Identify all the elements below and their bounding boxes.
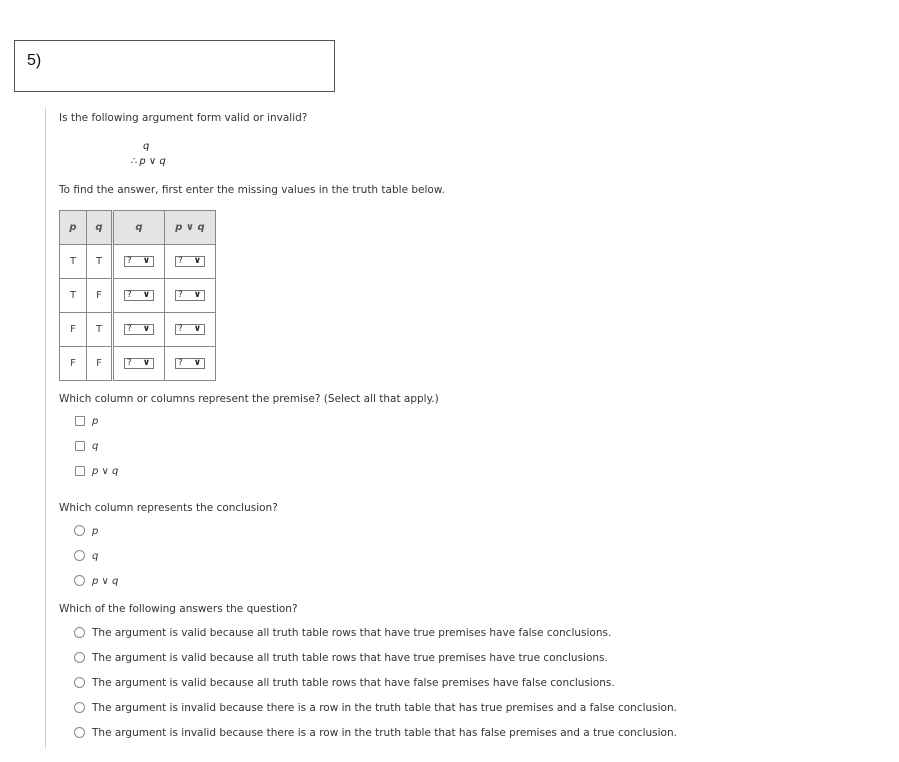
conclusion-radio-p[interactable] bbox=[74, 525, 85, 536]
answer-question-prompt: Which of the following answers the question? bbox=[59, 603, 298, 615]
premise-checkbox-p-or-q[interactable] bbox=[75, 466, 85, 476]
cell-p: F bbox=[60, 313, 87, 347]
premise-option-label: p bbox=[92, 416, 99, 427]
table-row bbox=[60, 313, 216, 347]
table-row bbox=[60, 279, 216, 313]
header-p-or-q: p ∨ q bbox=[165, 211, 216, 245]
chevron-down-icon: ∨ bbox=[142, 323, 150, 334]
conclusion-question-prompt: Which column represents the conclusion? bbox=[59, 502, 278, 514]
select-value: ? bbox=[178, 255, 183, 266]
select-value: ? bbox=[127, 323, 132, 334]
table-row bbox=[60, 245, 216, 279]
select-value: ? bbox=[127, 357, 132, 368]
p-or-q-value-select[interactable] bbox=[175, 358, 205, 369]
argument-premise: q bbox=[143, 141, 150, 152]
answer-option-label: The argument is valid because all truth table rows that have true premises have true conclusions. bbox=[92, 652, 608, 664]
q-value-select[interactable] bbox=[124, 324, 154, 335]
chevron-down-icon: ∨ bbox=[193, 323, 201, 334]
answer-radio-5[interactable] bbox=[74, 727, 85, 738]
p-or-q-value-select[interactable] bbox=[175, 324, 205, 335]
question-left-rule bbox=[45, 108, 46, 748]
select-value: ? bbox=[127, 255, 132, 266]
answer-radio-2[interactable] bbox=[74, 652, 85, 663]
premise-checkbox-p[interactable] bbox=[75, 416, 85, 426]
question-number-box bbox=[14, 40, 335, 92]
conclusion-option-label: q bbox=[92, 551, 99, 562]
header-p: p bbox=[60, 211, 87, 245]
answer-option-label: The argument is valid because all truth table rows that have false premises have false conclusions. bbox=[92, 677, 615, 689]
cell-p: T bbox=[60, 245, 87, 279]
answer-option-label: The argument is invalid because there is a row in the truth table that has false premises and a true conclusion. bbox=[92, 727, 677, 739]
conclusion-radio-q[interactable] bbox=[74, 550, 85, 561]
header-q: q bbox=[87, 211, 113, 245]
answer-radio-3[interactable] bbox=[74, 677, 85, 688]
q-value-select[interactable] bbox=[124, 358, 154, 369]
cell-q: T bbox=[87, 313, 113, 347]
premise-checkbox-q[interactable] bbox=[75, 441, 85, 451]
chevron-down-icon: ∨ bbox=[142, 255, 150, 266]
answer-option-label: The argument is invalid because there is a row in the truth table that has true premises and a false conclusion. bbox=[92, 702, 677, 714]
therefore-symbol: ∴ bbox=[131, 156, 138, 167]
q-value-select[interactable] bbox=[124, 256, 154, 267]
chevron-down-icon: ∨ bbox=[142, 357, 150, 368]
chevron-down-icon: ∨ bbox=[193, 255, 201, 266]
cell-p: T bbox=[60, 279, 87, 313]
p-or-q-value-select[interactable] bbox=[175, 256, 205, 267]
header-q-premise: q bbox=[113, 211, 165, 245]
truth-table bbox=[59, 210, 216, 381]
cell-q: T bbox=[87, 245, 113, 279]
cell-p: F bbox=[60, 347, 87, 381]
p-or-q-value-select[interactable] bbox=[175, 290, 205, 301]
conclusion-option-label: p ∨ q bbox=[92, 576, 119, 587]
chevron-down-icon: ∨ bbox=[193, 357, 201, 368]
truth-table-header-row bbox=[60, 211, 216, 245]
table-row bbox=[60, 347, 216, 381]
premise-option-label: p ∨ q bbox=[92, 466, 119, 477]
cell-q: F bbox=[87, 279, 113, 313]
question-title: Is the following argument form valid or invalid? bbox=[59, 112, 308, 124]
select-value: ? bbox=[178, 289, 183, 300]
answer-option-label: The argument is valid because all truth table rows that have true premises have false conclusions. bbox=[92, 627, 612, 639]
answer-radio-4[interactable] bbox=[74, 702, 85, 713]
conclusion-radio-p-or-q[interactable] bbox=[74, 575, 85, 586]
premise-question-prompt: Which column or columns represent the premise? (Select all that apply.) bbox=[59, 393, 439, 405]
cell-q: F bbox=[87, 347, 113, 381]
chevron-down-icon: ∨ bbox=[193, 289, 201, 300]
argument-conclusion: p ∨ q bbox=[139, 156, 166, 167]
answer-radio-1[interactable] bbox=[74, 627, 85, 638]
select-value: ? bbox=[178, 357, 183, 368]
premise-option-label: q bbox=[92, 441, 99, 452]
q-value-select[interactable] bbox=[124, 290, 154, 301]
question-number: 5) bbox=[27, 52, 42, 69]
select-value: ? bbox=[127, 289, 132, 300]
truth-table-instruction: To find the answer, first enter the missing values in the truth table below. bbox=[59, 184, 445, 196]
argument-conclusion-line bbox=[131, 156, 166, 167]
conclusion-option-label: p bbox=[92, 526, 99, 537]
select-value: ? bbox=[178, 323, 183, 334]
chevron-down-icon: ∨ bbox=[142, 289, 150, 300]
